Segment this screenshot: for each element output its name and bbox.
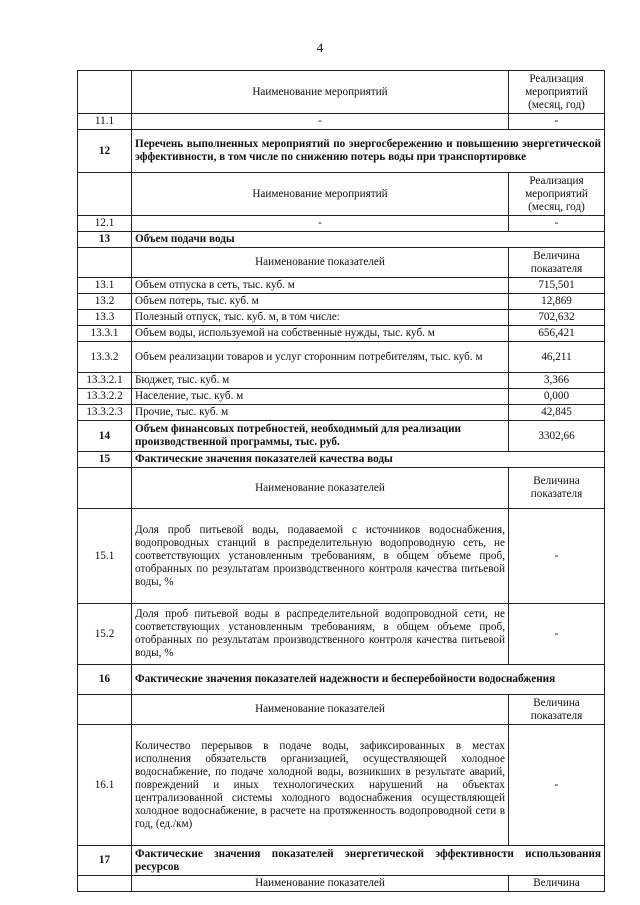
table-header-row: [78, 71, 605, 114]
section-row-17: 17 Фактические значения показателей энергетической эффективности использования ресурсов: [78, 846, 605, 876]
table-row: 11.1 - -: [78, 114, 605, 130]
table-header-row: Наименование показателей Величина показателя: [78, 695, 605, 725]
section-row-16: 16 Фактические значения показателей надежности и бесперебойности водоснабжения: [78, 665, 605, 695]
section-row-13: 13 Объем подачи воды: [78, 232, 605, 248]
section-title: Фактические значения показателей энергетической эффективности использования ресурсов: [132, 846, 605, 876]
page-number: 4: [316, 40, 324, 55]
table-row: 13.3.2.2 Население, тыс. куб. м 0,000: [78, 389, 605, 405]
table-header-row: Наименование мероприятий Реализация мероприятий (месяц, год): [78, 173, 605, 216]
table-row: 13.2 Объем потерь, тыс. куб. м 12,869: [78, 294, 605, 310]
section-row-12: 12 Перечень выполненных мероприятий по энергосбережению и повышению энергетической эффективности, в том числе по снижению потерь воды при транспортировке: [78, 130, 605, 173]
section-title: Перечень выполненных мероприятий по энергосбережению и повышению энергетической эффективности, в том числе по снижению потерь воды при транспортировке: [132, 130, 605, 173]
table-header-row: Наименование показателей Величина показателя: [78, 468, 605, 509]
table-header-row: Наименование показателей Величина показателя: [78, 248, 605, 278]
table-row: 12.1 - -: [78, 216, 605, 232]
table-row: 13.3.2 Объем реализации товаров и услуг сторонним потребителям, тыс. куб. м 46,211: [78, 342, 605, 373]
header-events: Наименование мероприятий: [132, 71, 509, 114]
table-header-row: Наименование показателей Величина: [78, 876, 605, 892]
section-row-14: 14 Объем финансовых потребностей, необходимый для реализации производственной программы, тыс. руб. 3302,66: [78, 421, 605, 452]
table-row: 15.1 Доля проб питьевой воды, подаваемой с источников водоснабжения, водопроводных станций в распределительную водопроводную сеть, не соответствующих установленным требованиям, в общем объеме проб, отобранных по результатам производственного контроля качества питьевой воды, % -: [78, 509, 605, 604]
table-row: 13.3 Полезный отпуск, тыс. куб. м, в том числе: 702,632: [78, 310, 605, 326]
table-row: 13.3.1 Объем воды, используемой на собственные нужды, тыс. куб. м 656,421: [78, 326, 605, 342]
table-row: 13.3.2.1 Бюджет, тыс. куб. м 3,366: [78, 373, 605, 389]
section-row-15: 15 Фактические значения показателей качества воды: [78, 452, 605, 468]
header-implementation: Реализация мероприятий (месяц, год): [509, 71, 605, 114]
section-title: Фактические значения показателей качества воды: [132, 452, 605, 468]
table-row: 15.2 Доля проб питьевой воды в распределительной водопроводной сети, не соответствующих установленным требованиям, в общем объеме проб, отобранных по результатам производственного контроля качества питьевой воды, % -: [78, 604, 605, 665]
table-row: 13.1 Объем отпуска в сеть, тыс. куб. м 715,501: [78, 278, 605, 294]
table-row: 13.3.2.3 Прочие, тыс. куб. м 42,845: [78, 405, 605, 421]
production-program-table: [77, 70, 605, 892]
section-title: Объем финансовых потребностей, необходимый для реализации производственной программы, тыс. руб.: [132, 421, 509, 452]
section-title: Фактические значения показателей надежности и бесперебойности водоснабжения: [132, 665, 605, 695]
section-title: Объем подачи воды: [132, 232, 605, 248]
table-row: 16.1 Количество перерывов в подаче воды, зафиксированных в местах исполнения обязательств организацией, осуществляющей холодное водоснабжение, по подаче холодной воды, возникших в результате аварий, повреждений и иных технологических нарушений на объектах централизованной системы холодного водоснабжения осуществляющей холодное водоснабжение, в расчете на протяженность водопроводной сети в год, (ед./км) -: [78, 725, 605, 846]
